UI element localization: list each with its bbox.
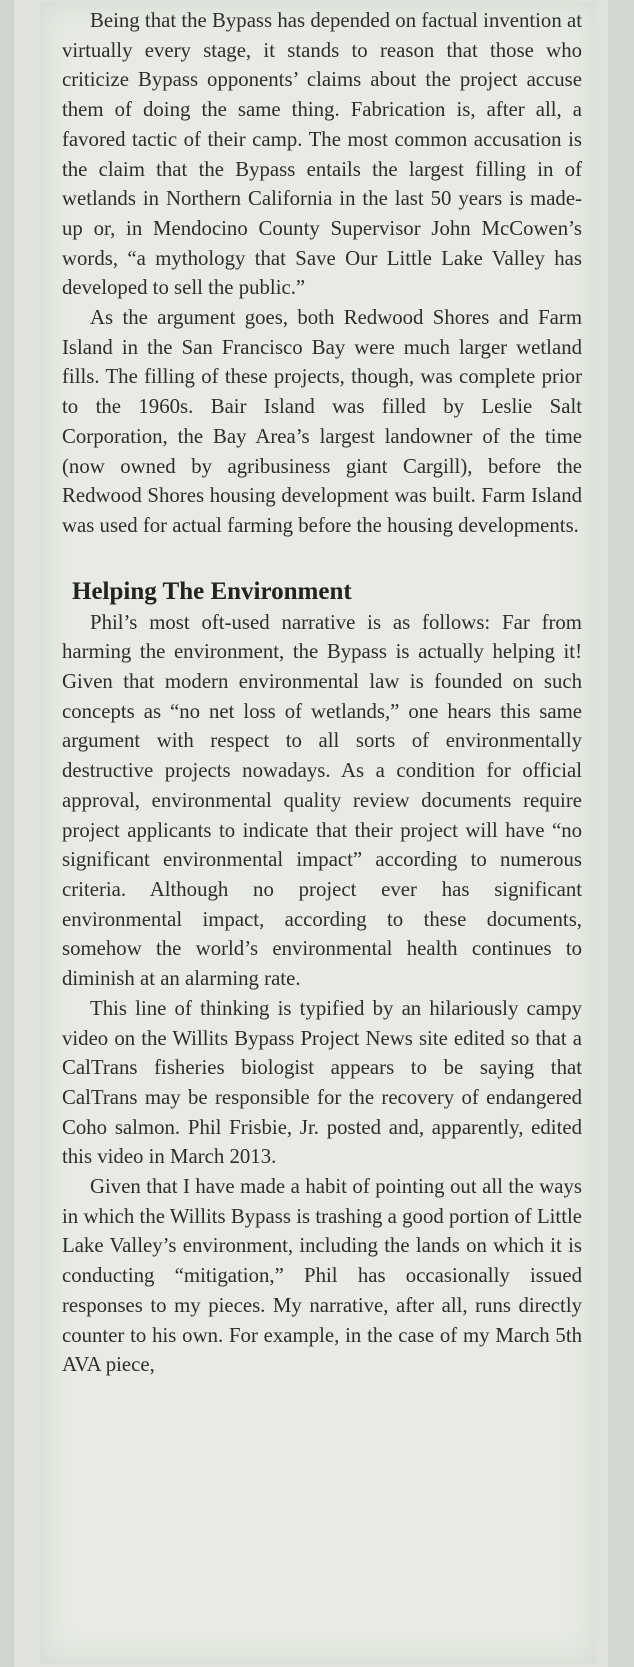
newspaper-clipping <box>40 2 596 1664</box>
scan-background-right <box>608 0 634 1667</box>
paragraph-campy-video: This line of thinking is typified by an hilariously campy video on the Willits Bypass Project News site edited so that a CalTrans fisheries biologist appears to be saying that CalTrans may be responsible for the recovery of endangered Coho salmon. Phil Frisbie, Jr. posted and, apparently, edited this video in March 2013. <box>62 996 582 1169</box>
paragraph-phil-narrative: Phil’s most oft-used narrative is as follows: Far from harming the environment, the Bypass is actually helping it! Given that modern environmental law is founded on such concepts as “no net loss of wetlands,” one hears this same argument with respect to all sorts of environmentally destructive projects nowadays. As a condition for official approval, environmental quality review documents require project applicants to indicate that their project will have “no significant environmental impact” according to numerous criteria. Although no project ever has significant environmental impact, according to these documents, somehow the world’s environmental health continues to diminish at an alarming rate. <box>62 610 582 991</box>
paragraph-responses: Given that I have made a habit of pointing out all the ways in which the Willits Bypass is trashing a good portion of Little Lake Valley’s environment, including the lands on which it is conducting “mitigation,” Phil has occasionally issued responses to my pieces. My narrative, after all, runs directly counter to his own. For example, in the case of my March 5th AVA piece, <box>62 1175 582 1377</box>
paragraph-bypass-fabrication: Being that the Bypass has depended on factual invention at virtually every stage, it stands to reason that those who criticize Bypass opponents’ claims about the project accuse them of doing the same thing. Fabrication is, after all, a favored tactic of their camp. The most common accusation is the claim that the Bypass entails the largest filling in of wetlands in Northern California in the last 50 years is made-up or, in Mendocino County Supervisor John McCowen’s words, “a mythology that Save Our Little Lake Valley has developed to sell the public.” <box>62 9 582 300</box>
section-heading: Helping The Environment <box>72 577 352 605</box>
scan-background-left <box>0 0 14 1667</box>
paragraph-redwood-shores: As the argument goes, both Redwood Shores and Farm Island in the San Francisco Bay were much larger wetland fills. The filling of these projects, though, was complete prior to the 1960s. Bair Island was filled by Leslie Salt Corporation, the Bay Area’s largest landowner of the time (now owned by agribusiness giant Cargill), before the Redwood Shores housing development was built. Farm Island was used for actual farming before the housing developments. <box>62 306 582 537</box>
article-body <box>62 6 582 1380</box>
